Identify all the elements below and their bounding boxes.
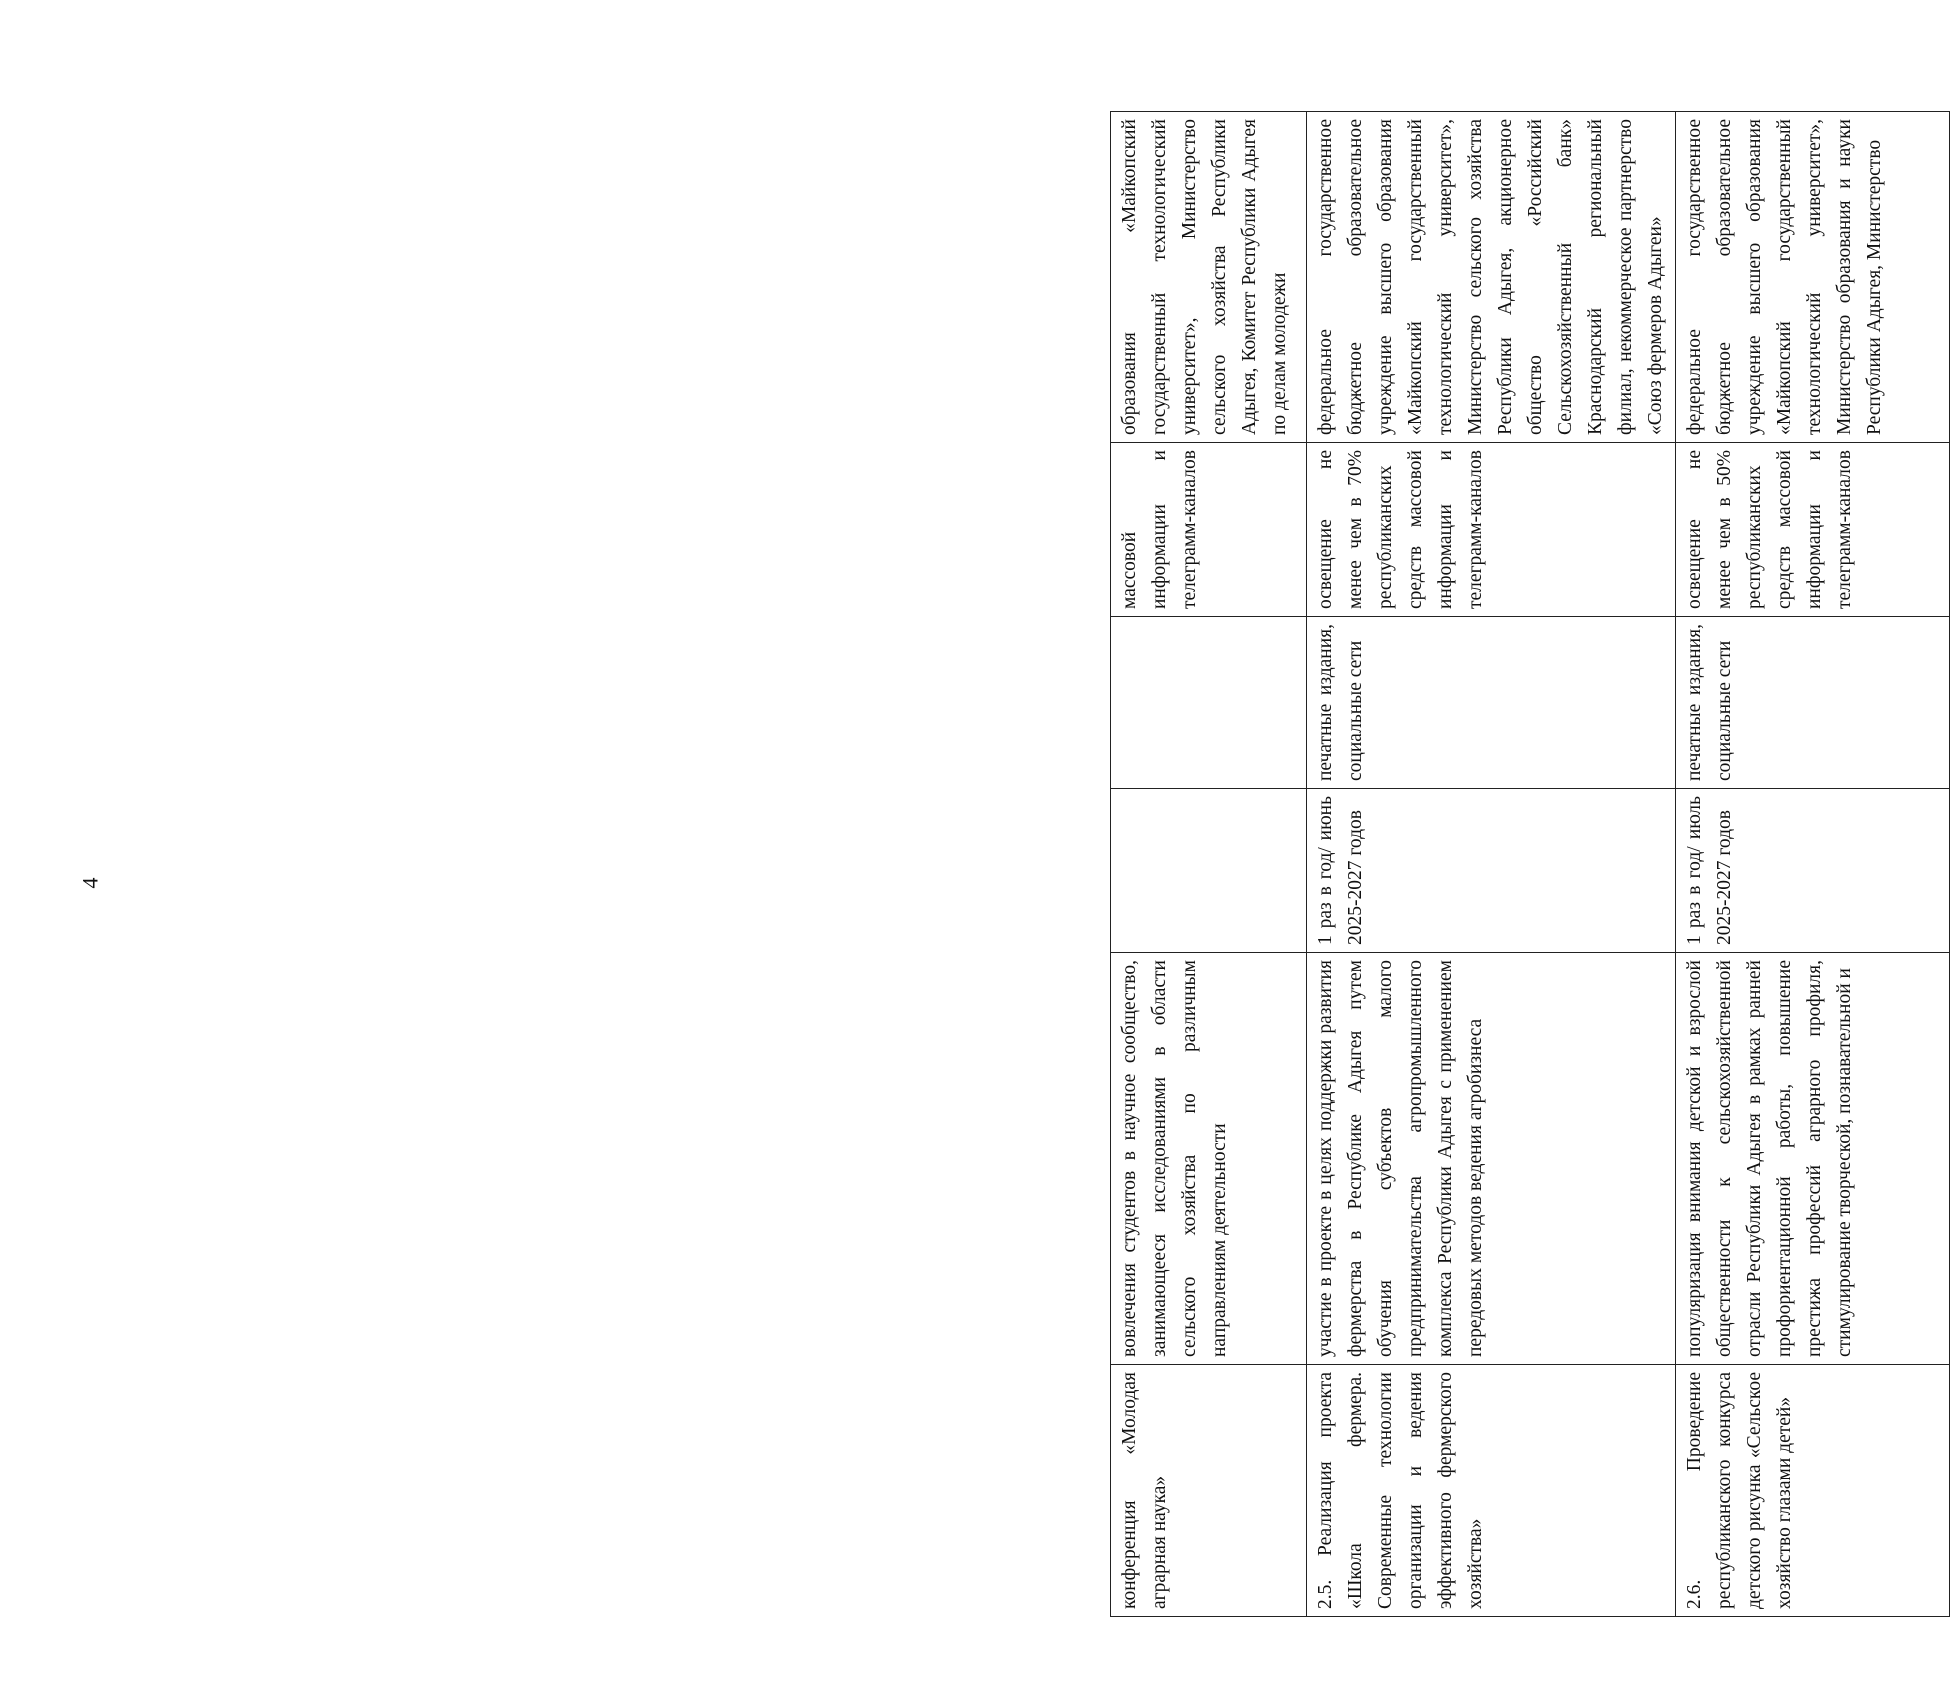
cell-partners: федеральное государственное бюджетное образовательное учреждение высшего образования «Майкопский государственный технологический университет», Министерство образования и науки Республики Адыгея, Министерство	[1676, 112, 1950, 443]
cell-period: 1 раз в год/ июнь 2025-2027 годов	[1307, 789, 1676, 953]
cell-event: конференция «Молодая аграрная наука»	[1111, 1365, 1307, 1617]
cell-partners: федеральное государственное бюджетное образовательное учреждение высшего образования «Майкопский государственный технологический университет», Министерство сельского хозяйства Республики Адыгея, акционерное общество «Российский Сельскохозяйственный банк» Краснодарский региональный филиал, некоммерческое партнерство «Союз фермеров Адыгеи»	[1307, 112, 1676, 443]
measures-table	[1110, 111, 1950, 1617]
cell-event: 2.5. Реализация проекта «Школа фермера. Современные технологии организации и ведения эффективного фермерского хозяйства»	[1307, 1365, 1676, 1617]
cell-goal: популяризация внимания детской и взрослой общественности к сельскохозяйственной отрасли Республики Адыгея в рамках ранней профориентационной работы, повышение престижа профессий аграрного профиля, стимулирование творческой, познавательной и	[1676, 953, 1950, 1365]
cell-coverage: освещение не менее чем в 70% республиканских средств массовой информации и телеграмм-каналов	[1307, 443, 1676, 617]
cell-partners: образования «Майкопский государственный технологический университет», Министерство сельского хозяйства Республики Адыгея, Комитет Республики Адыгея по делам молодежи	[1111, 112, 1307, 443]
rotated-table-container	[1110, 112, 1890, 1617]
cell-channels: печатные издания, социальные сети	[1676, 617, 1950, 789]
table-row	[1676, 112, 1950, 1617]
cell-goal: вовлечения студентов в научное сообщество, занимающееся исследованиями в области сельского хозяйства по различным направлениям деятельности	[1111, 953, 1307, 1365]
table-row	[1111, 112, 1307, 1617]
cell-goal: участие в проекте в целях поддержки развития фермерства в Республике Адыгея путем обучения субъектов малого предпринимательства агропромышленного комплекса Республики Адыгея с применением передовых методов ведения агробизнеса	[1307, 953, 1676, 1365]
cell-channels	[1111, 617, 1307, 789]
cell-period: 1 раз в год/ июль 2025-2027 годов	[1676, 789, 1950, 953]
cell-channels: печатные издания, социальные сети	[1307, 617, 1676, 789]
table-row	[1307, 112, 1676, 1617]
cell-event: 2.6. Проведение республиканского конкурса детского рисунка «Сельское хозяйство глазами детей»	[1676, 1365, 1950, 1617]
cell-period	[1111, 789, 1307, 953]
cell-coverage: массовой информации и телеграмм-каналов	[1111, 443, 1307, 617]
cell-coverage: освещение не менее чем в 50% республиканских средств массовой информации и телеграмм-каналов	[1676, 443, 1950, 617]
page-number: 4	[77, 877, 103, 889]
